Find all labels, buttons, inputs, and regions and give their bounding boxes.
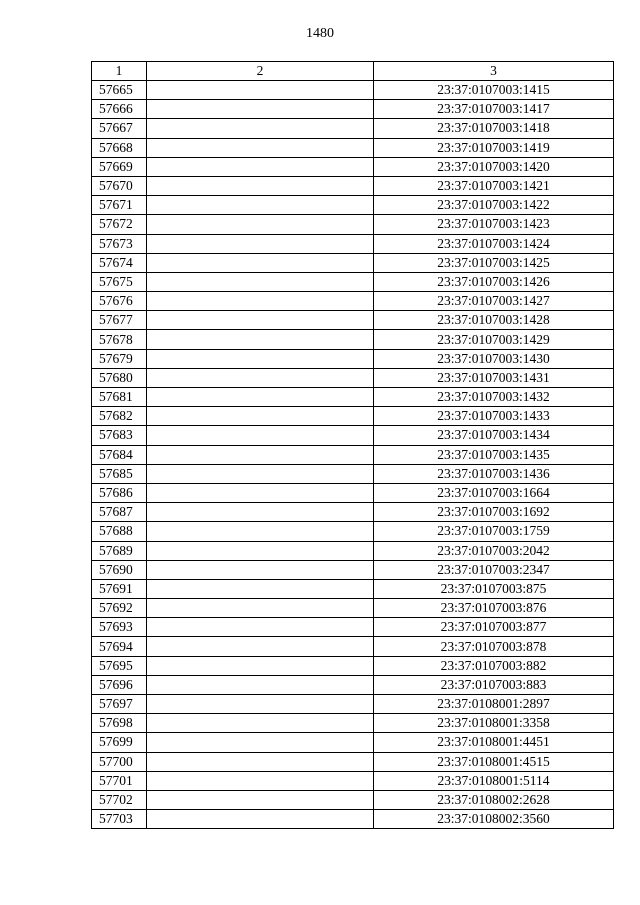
cadastral-number-cell: 23:37:0107003:1428 [374, 311, 614, 330]
cadastral-number-cell: 23:37:0107003:1418 [374, 119, 614, 138]
row-number-cell: 57675 [92, 272, 147, 291]
cadastral-number-cell: 23:37:0107003:877 [374, 618, 614, 637]
name-cell [147, 714, 374, 733]
row-number-cell: 57696 [92, 675, 147, 694]
name-cell [147, 407, 374, 426]
row-number-cell: 57666 [92, 100, 147, 119]
header-row [92, 62, 614, 81]
name-cell [147, 483, 374, 502]
name-cell [147, 637, 374, 656]
table-row [92, 579, 614, 598]
cadastral-number-cell: 23:37:0108001:4515 [374, 752, 614, 771]
table-row [92, 215, 614, 234]
row-number-cell: 57695 [92, 656, 147, 675]
row-number-cell: 57672 [92, 215, 147, 234]
name-cell [147, 790, 374, 809]
row-number-cell: 57699 [92, 733, 147, 752]
table-row [92, 541, 614, 560]
row-number-cell: 57685 [92, 464, 147, 483]
cadastral-number-cell: 23:37:0107003:1415 [374, 81, 614, 100]
cadastral-number-cell: 23:37:0107003:1419 [374, 138, 614, 157]
name-cell [147, 272, 374, 291]
table-row [92, 695, 614, 714]
row-number-cell: 57698 [92, 714, 147, 733]
name-cell [147, 253, 374, 272]
cadastral-number-cell: 23:37:0107003:1435 [374, 445, 614, 464]
name-cell [147, 176, 374, 195]
cadastral-number-cell: 23:37:0107003:2347 [374, 560, 614, 579]
name-cell [147, 771, 374, 790]
cadastral-number-cell: 23:37:0107003:883 [374, 675, 614, 694]
cadastral-number-cell: 23:37:0107003:2042 [374, 541, 614, 560]
name-cell [147, 560, 374, 579]
table-row [92, 426, 614, 445]
cadastral-number-cell: 23:37:0107003:882 [374, 656, 614, 675]
row-number-cell: 57669 [92, 157, 147, 176]
cadastral-number-cell: 23:37:0107003:1425 [374, 253, 614, 272]
row-number-cell: 57673 [92, 234, 147, 253]
table-row [92, 176, 614, 195]
registry-table [91, 61, 614, 829]
row-number-cell: 57678 [92, 330, 147, 349]
cadastral-number-cell: 23:37:0108001:5114 [374, 771, 614, 790]
table-row [92, 503, 614, 522]
cadastral-number-cell: 23:37:0107003:1433 [374, 407, 614, 426]
table-row [92, 330, 614, 349]
cadastral-number-cell: 23:37:0108001:2897 [374, 695, 614, 714]
row-number-cell: 57668 [92, 138, 147, 157]
table-row [92, 234, 614, 253]
cadastral-number-cell: 23:37:0108001:4451 [374, 733, 614, 752]
row-number-cell: 57670 [92, 176, 147, 195]
name-cell [147, 119, 374, 138]
table-body [92, 81, 614, 829]
cadastral-number-cell: 23:37:0107003:1664 [374, 483, 614, 502]
cadastral-number-cell: 23:37:0108001:3358 [374, 714, 614, 733]
name-cell [147, 138, 374, 157]
row-number-cell: 57679 [92, 349, 147, 368]
name-cell [147, 234, 374, 253]
cadastral-number-cell: 23:37:0107003:1430 [374, 349, 614, 368]
table-row [92, 483, 614, 502]
column-header-1: 1 [92, 62, 147, 81]
table-row [92, 138, 614, 157]
name-cell [147, 579, 374, 598]
name-cell [147, 349, 374, 368]
cadastral-number-cell: 23:37:0107003:876 [374, 599, 614, 618]
row-number-cell: 57683 [92, 426, 147, 445]
name-cell [147, 541, 374, 560]
table-row [92, 311, 614, 330]
name-cell [147, 368, 374, 387]
name-cell [147, 522, 374, 541]
cadastral-number-cell: 23:37:0108002:2628 [374, 790, 614, 809]
cadastral-number-cell: 23:37:0107003:1420 [374, 157, 614, 176]
table-row [92, 790, 614, 809]
row-number-cell: 57684 [92, 445, 147, 464]
table-row [92, 771, 614, 790]
table-row [92, 349, 614, 368]
table-row [92, 810, 614, 829]
name-cell [147, 733, 374, 752]
row-number-cell: 57690 [92, 560, 147, 579]
table-row [92, 445, 614, 464]
row-number-cell: 57692 [92, 599, 147, 618]
table-row [92, 119, 614, 138]
cadastral-number-cell: 23:37:0107003:1424 [374, 234, 614, 253]
cadastral-number-cell: 23:37:0107003:1422 [374, 196, 614, 215]
cadastral-number-cell: 23:37:0107003:1759 [374, 522, 614, 541]
cadastral-number-cell: 23:37:0107003:1427 [374, 292, 614, 311]
row-number-cell: 57701 [92, 771, 147, 790]
row-number-cell: 57703 [92, 810, 147, 829]
row-number-cell: 57676 [92, 292, 147, 311]
table-row [92, 464, 614, 483]
row-number-cell: 57682 [92, 407, 147, 426]
row-number-cell: 57671 [92, 196, 147, 215]
cadastral-number-cell: 23:37:0107003:1434 [374, 426, 614, 445]
column-header-2: 2 [147, 62, 374, 81]
page-number: 1480 [306, 26, 334, 41]
table-row [92, 752, 614, 771]
name-cell [147, 81, 374, 100]
cadastral-number-cell: 23:37:0107003:1432 [374, 388, 614, 407]
cadastral-number-cell: 23:37:0107003:1436 [374, 464, 614, 483]
row-number-cell: 57677 [92, 311, 147, 330]
name-cell [147, 292, 374, 311]
row-number-cell: 57700 [92, 752, 147, 771]
name-cell [147, 330, 374, 349]
table-row [92, 253, 614, 272]
cadastral-number-cell: 23:37:0107003:1423 [374, 215, 614, 234]
name-cell [147, 464, 374, 483]
table-row [92, 407, 614, 426]
name-cell [147, 215, 374, 234]
cadastral-number-cell: 23:37:0107003:1417 [374, 100, 614, 119]
table-row [92, 100, 614, 119]
table-row [92, 196, 614, 215]
row-number-cell: 57674 [92, 253, 147, 272]
table-row [92, 656, 614, 675]
name-cell [147, 656, 374, 675]
row-number-cell: 57681 [92, 388, 147, 407]
cadastral-number-cell: 23:37:0107003:1692 [374, 503, 614, 522]
row-number-cell: 57689 [92, 541, 147, 560]
row-number-cell: 57667 [92, 119, 147, 138]
table-row [92, 733, 614, 752]
cadastral-number-cell: 23:37:0107003:1421 [374, 176, 614, 195]
table-row [92, 292, 614, 311]
cadastral-number-cell: 23:37:0107003:1431 [374, 368, 614, 387]
cadastral-number-cell: 23:37:0107003:875 [374, 579, 614, 598]
table-row [92, 522, 614, 541]
column-header-3: 3 [374, 62, 614, 81]
name-cell [147, 388, 374, 407]
row-number-cell: 57691 [92, 579, 147, 598]
name-cell [147, 752, 374, 771]
cadastral-number-cell: 23:37:0107003:1429 [374, 330, 614, 349]
table-row [92, 618, 614, 637]
row-number-cell: 57702 [92, 790, 147, 809]
table-row [92, 560, 614, 579]
name-cell [147, 445, 374, 464]
name-cell [147, 810, 374, 829]
name-cell [147, 196, 374, 215]
name-cell [147, 695, 374, 714]
cadastral-number-cell: 23:37:0108002:3560 [374, 810, 614, 829]
row-number-cell: 57686 [92, 483, 147, 502]
name-cell [147, 100, 374, 119]
name-cell [147, 311, 374, 330]
table-row [92, 388, 614, 407]
row-number-cell: 57694 [92, 637, 147, 656]
row-number-cell: 57680 [92, 368, 147, 387]
name-cell [147, 426, 374, 445]
table-header [92, 62, 614, 81]
table-row [92, 599, 614, 618]
row-number-cell: 57688 [92, 522, 147, 541]
row-number-cell: 57665 [92, 81, 147, 100]
table-row [92, 714, 614, 733]
row-number-cell: 57697 [92, 695, 147, 714]
table-row [92, 81, 614, 100]
name-cell [147, 618, 374, 637]
table-row [92, 637, 614, 656]
name-cell [147, 157, 374, 176]
name-cell [147, 599, 374, 618]
table-row [92, 368, 614, 387]
row-number-cell: 57687 [92, 503, 147, 522]
name-cell [147, 503, 374, 522]
row-number-cell: 57693 [92, 618, 147, 637]
name-cell [147, 675, 374, 694]
cadastral-number-cell: 23:37:0107003:878 [374, 637, 614, 656]
table-row [92, 272, 614, 291]
table-row [92, 157, 614, 176]
cadastral-number-cell: 23:37:0107003:1426 [374, 272, 614, 291]
table-row [92, 675, 614, 694]
